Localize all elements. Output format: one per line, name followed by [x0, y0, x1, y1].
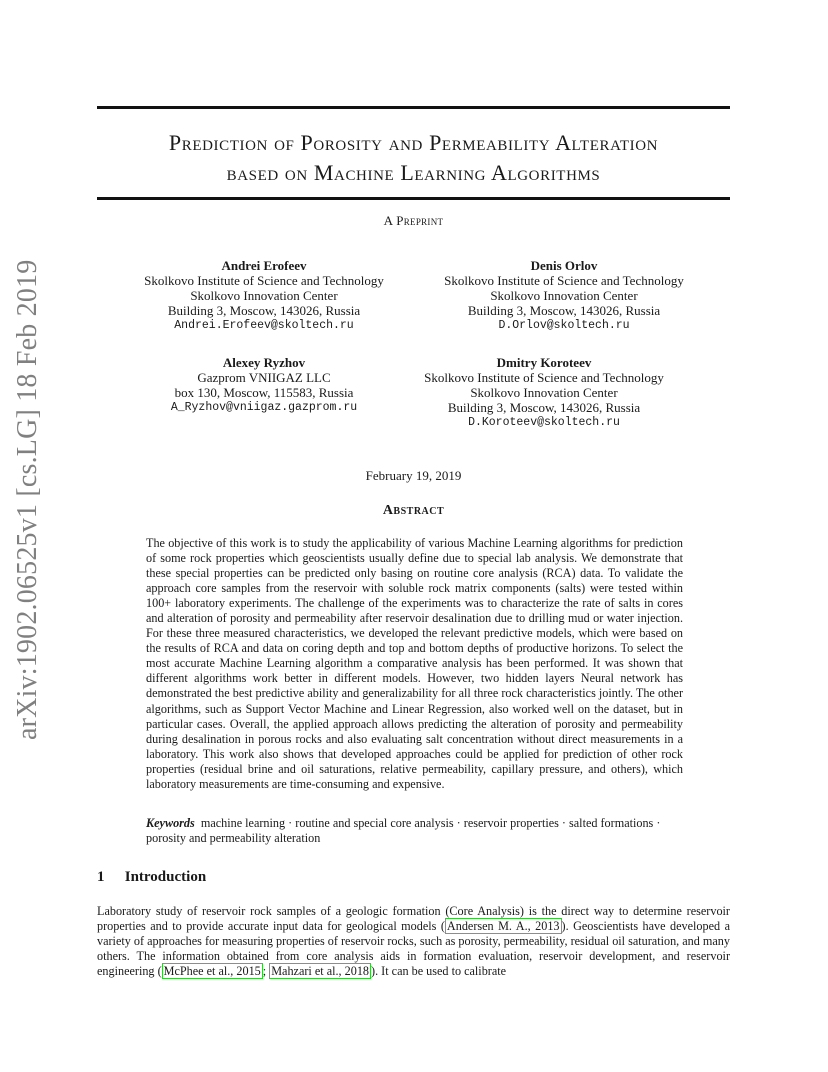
author-unit: Skolkovo Innovation Center [490, 288, 638, 303]
paper-title-line-1: Prediction of Porosity and Permeability Alteration [168, 130, 659, 155]
author-unit: Skolkovo Innovation Center [470, 385, 618, 400]
citation-link[interactable]: Mahzari et al., 2018 [271, 964, 370, 979]
abstract-heading: Abstract [382, 503, 445, 518]
introduction-paragraph [97, 904, 730, 979]
author-affiliation: Gazprom VNIIGAZ LLC [197, 370, 331, 385]
author-block-ryzhov [114, 355, 414, 415]
preprint-label: A Preprint [383, 213, 444, 228]
author-address: Building 3, Moscow, 143026, Russia [467, 303, 661, 318]
intro-text-part-3: ). It can be used to calibrate [371, 964, 507, 979]
author-name: Denis Orlov [530, 258, 598, 273]
author-name: Andrei Erofeev [221, 258, 307, 273]
author-affiliation: Skolkovo Institute of Science and Technology [144, 273, 384, 288]
author-unit: box 130, Moscow, 115583, Russia [174, 385, 354, 400]
author-affiliation: Skolkovo Institute of Science and Technology [444, 273, 684, 288]
section-number: 1 [97, 869, 105, 885]
paper-title-line-2: based on Machine Learning Algorithms [226, 160, 601, 185]
intro-text-part-1: Laboratory study of reservoir rock samples of a geologic formation (Core Analysis) is the direct way to determine reservoir properties and to provide accurate input data for geological models ( [97, 904, 730, 934]
author-email[interactable]: Andrei.Erofeev@skoltech.ru [174, 319, 354, 332]
author-address: Building 3, Moscow, 143026, Russia [167, 303, 361, 318]
author-address: Building 3, Moscow, 143026, Russia [447, 400, 641, 415]
keywords-label: Keywords [146, 816, 195, 830]
intro-text-part-2: ). Geoscientists have developed a variety of approaches for measuring properties of reservoir rocks, such as porosity, permeability, residual oil saturation, and many others. The information obtained from core analysis aids in formation evaluation, reservoir development, and reservoir engineering ( [97, 919, 730, 979]
publication-date: February 19, 2019 [365, 468, 462, 483]
keywords-text: machine learning · routine and special core analysis · reservoir properties · salted formations · porosity and permeability alteration [146, 816, 661, 845]
citation-link[interactable]: McPhee et al., 2015 [163, 964, 261, 979]
author-block-koroteev [394, 355, 694, 430]
section-title: Introduction [124, 869, 207, 885]
author-block-erofeev [114, 258, 414, 333]
paper-title [97, 128, 730, 188]
abstract-text: The objective of this work is to study the applicability of various Machine Learning algorithms for prediction of some rock properties which geoscientists usually define due to special lab analysis. We demonstrate that these special properties can be predicted only basing on routine core analysis (RCA) data. To validate the approach core samples from the reservoir with soluble rock matrix components (salts) were tested within 100+ laboratory experiments. The challenge of the experiments was to characterize the rate of salts in cores and alteration of porosity and permeability after reservoir desalination due to drilling mud or water injection. For these three measured characteristics, we developed the relevant predictive models, which were based on the results of RCA and data on coring depth and top and bottom depths of productive horizons. To select the most accurate Machine Learning algorithm a comparative analysis has been performed. It was shown that different algorithms work better in different models. However, two hidden layers Neural network has demonstrated the best predictive ability and generalizability for all three rock characteristics jointly. The other algorithms, such as Support Vector Machine and Linear Regression, also worked well on the dataset, but in particular cases. Overall, the applied approach allows predicting the alteration of porosity and permeability during desalination in porous rocks and also evaluating salt concentration without direct measurements in a laboratory. This work also shows that developed approaches could be applied for prediction of other rock properties (residual brine and oil saturations, relative permeability, capillary pressure, and others), which laboratory measurements are time-consuming and expensive. [146, 536, 683, 791]
author-block-orlov [414, 258, 714, 333]
author-name: Alexey Ryzhov [222, 355, 306, 370]
section-heading-introduction [97, 869, 206, 886]
citation-link[interactable]: Andersen M. A., 2013 [446, 919, 560, 934]
arxiv-identifier-stamp[interactable]: arXiv:1902.06525v1 [cs.LG] 18 Feb 2019 [12, 259, 43, 740]
author-email[interactable]: A_Ryzhov@vniigaz.gazprom.ru [170, 401, 358, 414]
keywords [146, 816, 683, 846]
author-email[interactable]: D.Koroteev@skoltech.ru [468, 416, 620, 429]
citation-separator: ; [262, 964, 270, 979]
author-unit: Skolkovo Innovation Center [190, 288, 338, 303]
author-affiliation: Skolkovo Institute of Science and Technology [424, 370, 664, 385]
author-email[interactable]: D.Orlov@skoltech.ru [498, 319, 630, 332]
title-top-rule [97, 106, 730, 109]
title-bottom-rule [97, 197, 730, 200]
author-name: Dmitry Koroteev [496, 355, 592, 370]
